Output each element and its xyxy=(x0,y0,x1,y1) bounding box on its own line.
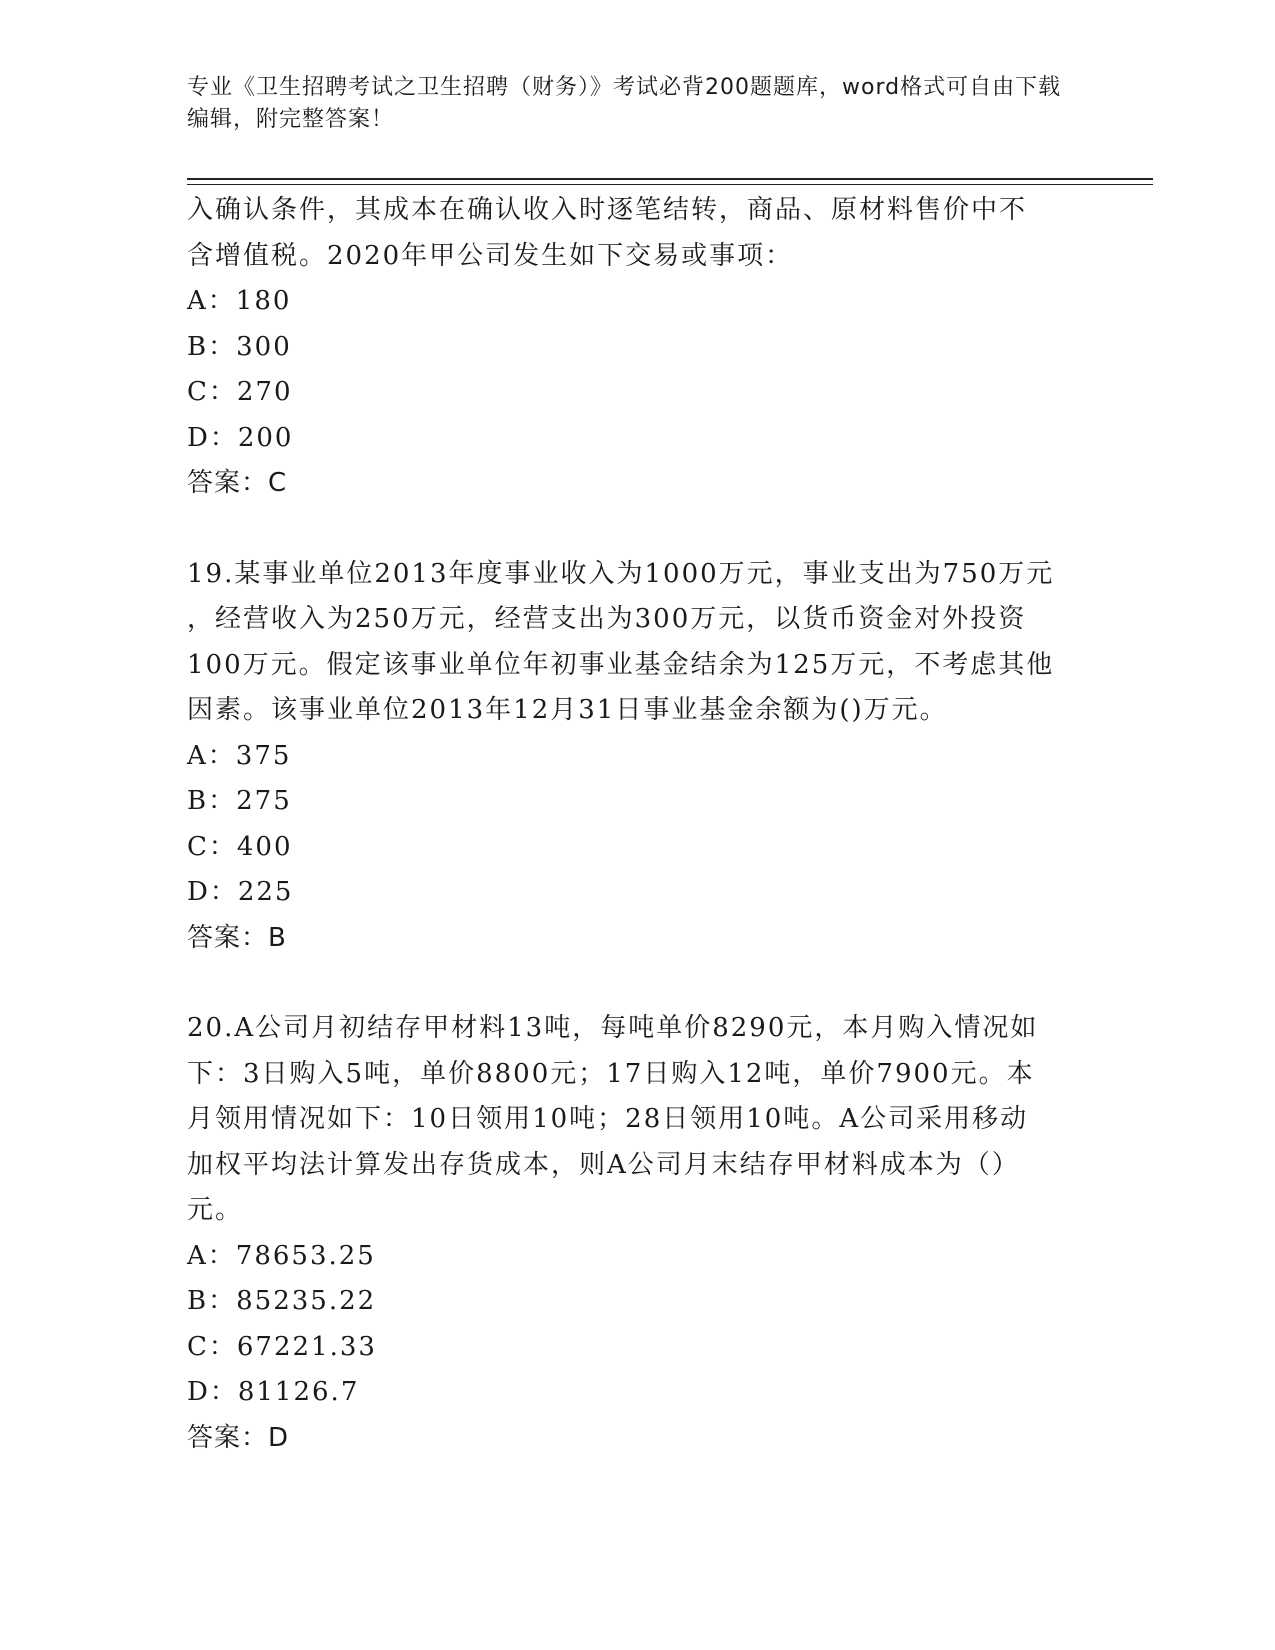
stem-line: 含增值税。2020年甲公司发生如下交易或事项： xyxy=(187,240,794,271)
question-content xyxy=(187,188,1087,1461)
option-d: D：225 xyxy=(187,877,294,907)
stem-line: 下：3日购入5吨，单价8800元；17日购入12吨，单价7900元。本 xyxy=(187,1058,1035,1089)
option-b: B：300 xyxy=(187,331,292,362)
option-a: A：78653.25 xyxy=(187,1240,376,1271)
header-rule-thin xyxy=(187,184,1153,185)
option-a: A：375 xyxy=(187,740,292,771)
spacer xyxy=(187,507,1087,552)
option-b: B：275 xyxy=(187,786,292,816)
stem-line: 加权平均法计算发出存货成本，则A公司月末结存甲材料成本为（） xyxy=(187,1149,1020,1180)
option-a: A：180 xyxy=(187,286,292,316)
spacer xyxy=(187,961,1087,1006)
option-d: D：200 xyxy=(187,422,294,453)
option-c: C：67221.33 xyxy=(187,1331,377,1362)
question-20 xyxy=(187,1006,1087,1461)
document-header: 专业《卫生招聘考试之卫生招聘（财务）》考试必背200题题库，word格式可自由下载编辑，附完整答案！ xyxy=(187,75,1062,132)
option-b: B：85235.22 xyxy=(187,1286,377,1316)
stem-line: 元。 xyxy=(187,1195,244,1225)
stem-line: 月领用情况如下：10日领用10吨；28日领用10吨。A公司采用移动 xyxy=(187,1104,1029,1134)
answer-line: 答案：C xyxy=(187,468,288,498)
option-d: D：81126.7 xyxy=(187,1377,360,1407)
stem-line: 因素。该事业单位2013年12月31日事业基金余额为()万元。 xyxy=(187,695,948,725)
stem-line: ，经营收入为250万元，经营支出为300万元，以货币资金对外投资 xyxy=(187,604,1027,634)
answer-line: 答案：D xyxy=(187,1422,290,1453)
stem-line: 入确认条件，其成本在确认收入时逐笔结转，商品、原材料售价中不 xyxy=(187,195,1028,225)
answer-line: 答案：B xyxy=(187,922,287,953)
stem-line: 20.A公司月初结存甲材料13吨，每吨单价8290元，本月购入情况如 xyxy=(187,1013,1039,1043)
option-c: C：400 xyxy=(187,831,293,862)
question-19 xyxy=(187,552,1087,962)
stem-line: 100万元。假定该事业单位年初事业基金结余为125万元，不考虑其他 xyxy=(187,649,1055,680)
header-rule-thick xyxy=(187,178,1153,180)
option-c: C：270 xyxy=(187,377,293,407)
question-fragment xyxy=(187,188,1087,507)
stem-line: 19.某事业单位2013年度事业收入为1000万元，事业支出为750万元 xyxy=(187,558,1055,589)
